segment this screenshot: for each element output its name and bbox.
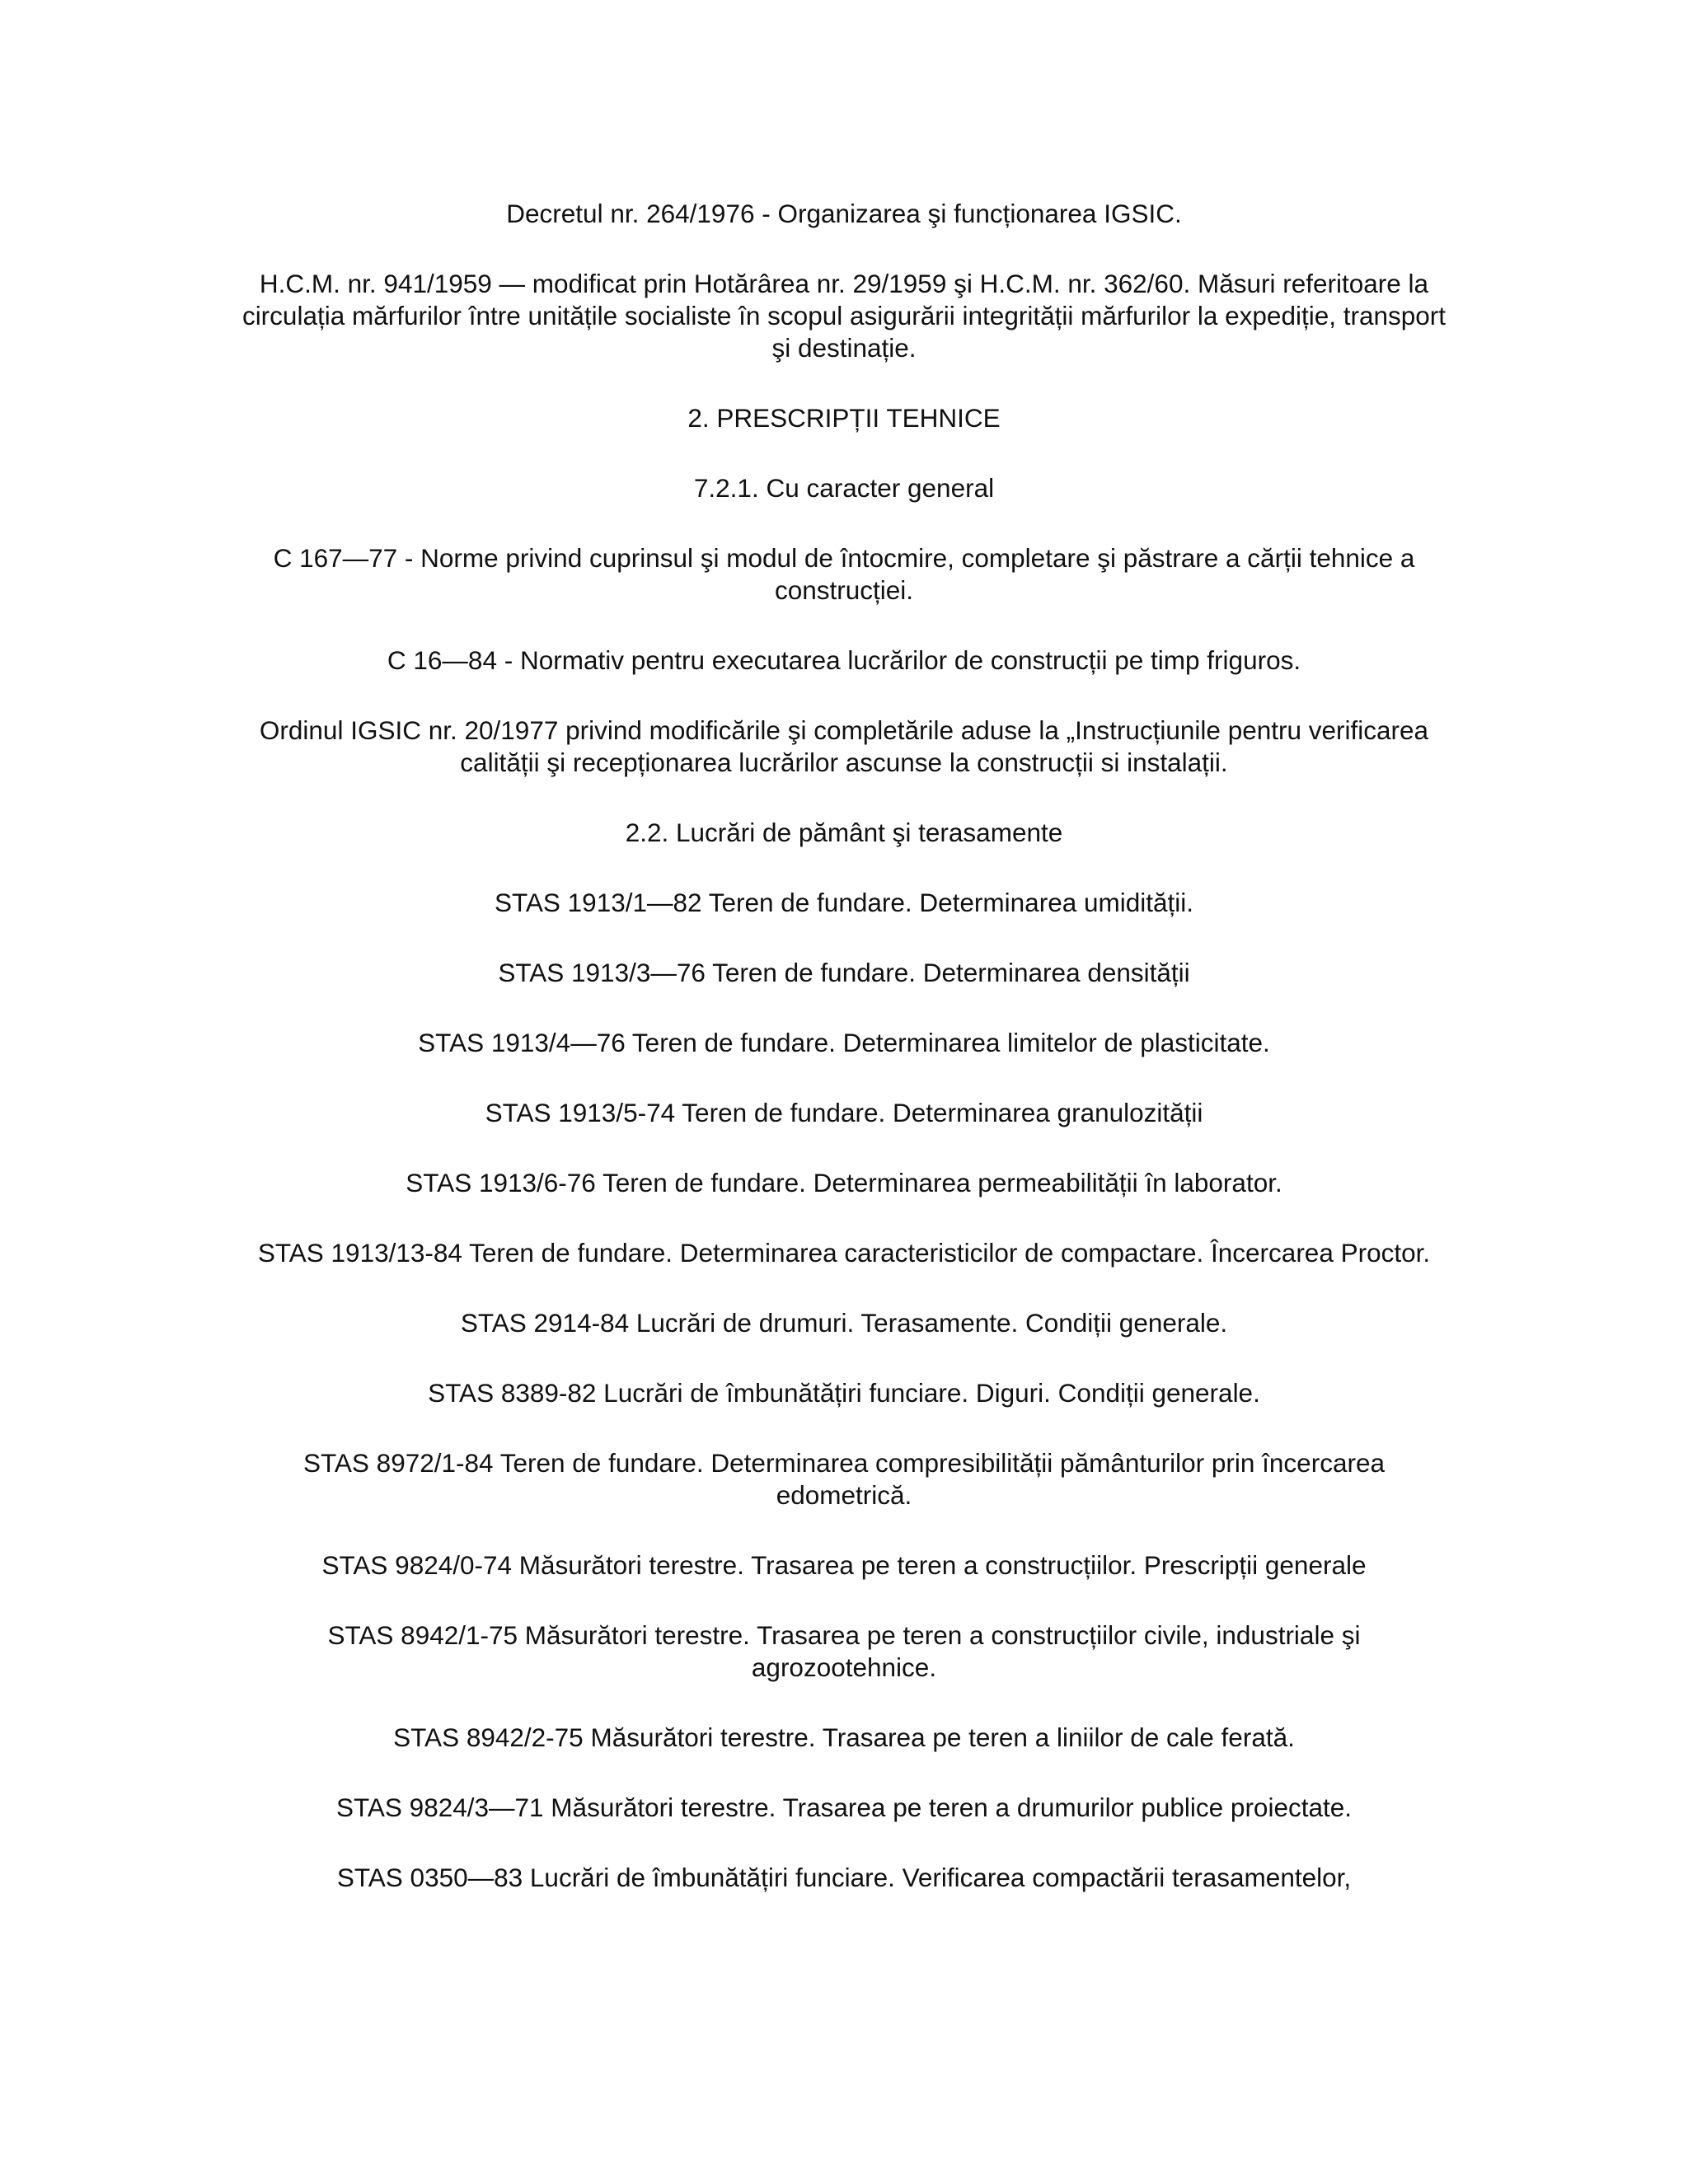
document-body [239,198,1449,1932]
standard-item: STAS 1913/6-76 Teren de fundare. Determinarea permeabilității în laborator. [406,1168,1282,1197]
heading-lucrari-pamant: 2.2. Lucrări de pământ şi terasamente [625,818,1063,847]
standard-item: STAS 8942/2-75 Măsurători terestre. Trasarea pe teren a liniilor de cale ferată. [393,1722,1295,1752]
standard-item: STAS 2914-84 Lucrări de drumuri. Terasamente. Condiții generale. [460,1308,1228,1338]
standard-item: STAS 1913/3—76 Teren de fundare. Determinarea densității [498,958,1190,987]
paragraph-hcm-941: H.C.M. nr. 941/1959 — modificat prin Hotărârea nr. 29/1959 şi H.C.M. nr. 362/60. Măsuri referitoare la circulația mărfurilor între unitățile socialiste în scopul asigurării integrității mărfurilor la expediție, transport şi destinație. [241,269,1447,363]
heading-caracter-general: 7.2.1. Cu caracter general [693,473,995,503]
heading-prescriptii-tehnice: 2. PRESCRIPȚII TEHNICE [687,403,1001,433]
standard-item: STAS 9824/0-74 Măsurători terestre. Trasarea pe teren a construcțiilor. Prescripții generale [321,1550,1367,1580]
standard-item: STAS 1913/4—76 Teren de fundare. Determinarea limitelor de plasticitate. [418,1028,1270,1057]
paragraph-c167: C 167—77 - Norme privind cuprinsul şi modul de întocmire, completare şi păstrare a cărții tehnice a construcției. [273,543,1415,605]
paragraph-ordinul-igsic: Ordinul IGSIC nr. 20/1977 privind modificările şi completările aduse la „Instrucțiunile pentru verificarea calității şi recepționarea lucrărilor ascunse la construcții si instalații. [259,715,1429,777]
standard-item: STAS 8972/1-84 Teren de fundare. Determinarea compresibilității pământurilor prin încercarea edometrică. [302,1448,1385,1510]
standard-item: STAS 8389-82 Lucrări de îmbunătățiri funciare. Diguri. Condiții generale. [428,1378,1260,1408]
standard-item: STAS 1913/13-84 Teren de fundare. Determinarea caracteristicilor de compactare. Încercarea Proctor. [257,1238,1431,1268]
standard-item: STAS 1913/1—82 Teren de fundare. Determinarea umidității. [494,888,1194,917]
paragraph-c16: C 16—84 - Normativ pentru executarea lucrărilor de construcții pe timp friguros. [387,645,1301,675]
standard-item: STAS 8942/1-75 Măsurători terestre. Trasarea pe teren a construcțiilor civile, industriale şi agrozootehnice. [327,1620,1361,1682]
standard-item: STAS 1913/5-74 Teren de fundare. Determinarea granulozității [485,1098,1203,1127]
standard-item: STAS 0350—83 Lucrări de îmbunătățiri funciare. Verificarea compactării terasamentelor, [336,1863,1352,1892]
paragraph-decree-264: Decretul nr. 264/1976 - Organizarea şi funcționarea IGSIC. [506,199,1182,228]
standard-item: STAS 9824/3—71 Măsurători terestre. Trasarea pe teren a drumurilor publice proiectate. [335,1793,1353,1822]
